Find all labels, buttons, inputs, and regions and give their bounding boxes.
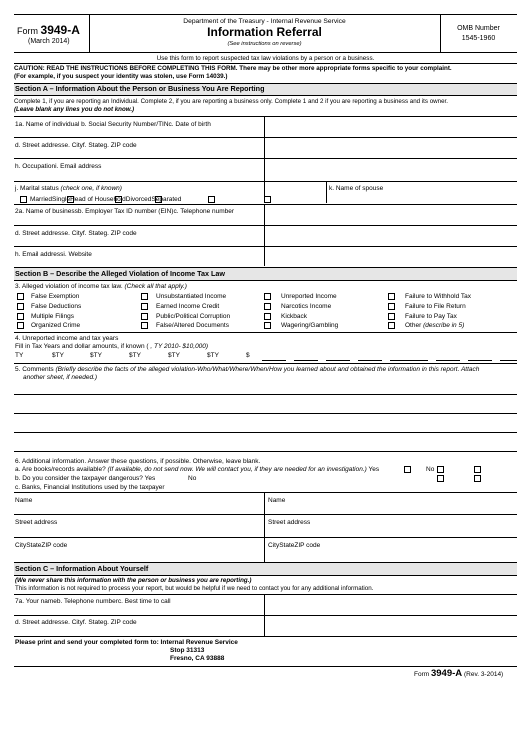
violation-false-deductions-checkbox[interactable] — [17, 303, 24, 310]
violation-wagering-label: Wagering/Gambling — [281, 322, 339, 329]
rule-q5-top — [14, 363, 517, 364]
violation-false-documents-checkbox[interactable] — [141, 322, 148, 329]
ty-label-1: TY — [15, 352, 24, 359]
rule-footer-top — [14, 636, 517, 637]
section-c-note: (We never share this information with the person or business you are reporting.) — [15, 577, 252, 584]
rule-q4-top — [14, 332, 517, 333]
section-b-head-bottom — [14, 280, 517, 281]
violation-failure-file-label: Failure to File Return — [405, 303, 466, 310]
violation-multiple-filings-checkbox[interactable] — [17, 313, 24, 320]
bank1-name-label: Name — [15, 497, 33, 504]
violation-false-exemption-checkbox[interactable] — [17, 293, 24, 300]
caution-line-2: (For example, if you suspect your identity was stolen, use Form 14039.) — [14, 73, 228, 80]
violation-unsubstantiated-income-checkbox[interactable] — [141, 293, 148, 300]
section-a-instructions-note: (Leave blank any lines you do not know.) — [14, 106, 135, 113]
form-title: Information Referral — [207, 25, 322, 39]
col-split-2 — [264, 204, 265, 266]
violation-failure-pay-checkbox[interactable] — [388, 313, 395, 320]
field-2a-label: 2a. Name of businessb. Employer Tax ID number (EIN)c. Telephone number — [15, 208, 235, 215]
violation-narcotics-income-label: Narcotics Income — [281, 303, 332, 310]
section-c-optional: This information is not required to process your report, but would be helpful if we need to contact you for any additional information. — [15, 585, 374, 592]
q6b-yes-checkbox[interactable] — [437, 475, 444, 482]
violation-unsubstantiated-income-label: Unsubstantiated Income — [156, 293, 227, 300]
ty-blank-4[interactable] — [358, 360, 382, 361]
title-subtitle: (See instructions on reverse) — [227, 41, 302, 47]
ty-label-6: $TY — [207, 352, 219, 359]
footer-send-label: Please print and send your completed form to: Internal Revenue Service — [15, 639, 238, 646]
field-2h-label: h. Email addressi. Website — [15, 251, 92, 258]
violation-failure-file-checkbox[interactable] — [388, 303, 395, 310]
violation-other-checkbox[interactable] — [388, 322, 395, 329]
col-split-banks — [264, 492, 265, 562]
ty-label-2: $TY — [52, 352, 64, 359]
violation-multiple-filings-label: Multiple Filings — [31, 313, 74, 320]
violation-narcotics-income-checkbox[interactable] — [264, 303, 271, 310]
marital-married-checkbox[interactable] — [20, 196, 27, 203]
field-1a-label: 1a. Name of individual b. Social Security Number/TINc. Date of birth — [15, 121, 211, 128]
intro-text: Use this form to report suspected tax law violations by a person or a business. — [156, 55, 375, 62]
bank2-name-label: Name — [268, 497, 286, 504]
section-b-heading: Section B – Describe the Alleged Violation of Income Tax Law — [14, 268, 517, 280]
q6b-no-label: No — [188, 475, 197, 482]
rule-1a-top — [14, 116, 517, 117]
q5-label: 5. Comments (Briefly describe the facts of the alleged violation-Who/What/Where/When/How you learned about and obtained the information in this report. Attach — [15, 366, 480, 373]
rule-2d-top — [14, 225, 517, 226]
q6b-no-checkbox[interactable] — [474, 475, 481, 482]
q4-fill-text: Fill in Tax Years and dollar amounts, if known ( , TY 2010- $10,000) — [15, 343, 209, 350]
comment-line-2[interactable] — [14, 413, 517, 414]
field-1h-label: h. Occupationi. Email address — [15, 163, 102, 170]
q5-note-2: another sheet, if needed.) — [23, 374, 98, 381]
ty-label-3: $TY — [90, 352, 102, 359]
q3-label: 3. Alleged violation of income tax law. (Check all that apply.) — [15, 283, 187, 290]
violation-other-label: Other (describe in 5) — [405, 322, 465, 329]
field-1k-label: k. Name of spouse — [329, 185, 384, 192]
ty-blank-3[interactable] — [326, 360, 350, 361]
comment-line-4[interactable] — [14, 451, 517, 452]
form-prefix: Form — [17, 26, 38, 36]
ty-label-7: $ — [246, 352, 250, 359]
footer-stop: Stop 31313 — [170, 647, 205, 654]
bank2-city-label: CityStateZIP code — [268, 542, 321, 549]
ty-blank-8[interactable] — [500, 360, 517, 361]
rule-bank-city — [14, 537, 517, 538]
section-a-head-bottom — [14, 95, 517, 96]
comment-line-1[interactable] — [14, 394, 517, 395]
violation-earned-income-credit-label: Earned Income Credit — [156, 303, 220, 310]
violation-unreported-income-label: Unreported Income — [281, 293, 337, 300]
q6b-label: b. Do you consider the taxpayer dangerous? Yes — [15, 475, 156, 482]
rule-2h-top — [14, 246, 517, 247]
section-c-head-bottom — [14, 575, 517, 576]
ty-blank-6[interactable] — [436, 360, 460, 361]
violation-wagering-checkbox[interactable] — [264, 322, 271, 329]
footer-city: Fresno, CA 93888 — [170, 655, 225, 662]
ty-blank-2[interactable] — [294, 360, 318, 361]
rule-1h-top — [14, 158, 517, 159]
ty-blank-5[interactable] — [390, 360, 428, 361]
section-a-top-rule — [14, 83, 517, 84]
ty-blank-7[interactable] — [468, 360, 492, 361]
rule-1j-top — [14, 181, 517, 182]
col-split-spouse — [326, 181, 327, 203]
violation-failure-pay-label: Failure to Pay Tax — [405, 313, 457, 320]
rule-1d-top — [14, 137, 517, 138]
ty-blank-1[interactable] — [262, 360, 286, 361]
form-number: 3949-A — [40, 23, 80, 37]
section-a-heading: Section A – Information About the Person or Business You Are Reporting — [14, 83, 517, 95]
intro-rule — [14, 63, 517, 64]
form-date: (March 2014) — [28, 38, 70, 45]
field-7d-label: d. Street addresse. Cityf. Stateg. ZIP code — [15, 619, 137, 626]
rule-7a-top — [14, 594, 517, 595]
field-7a-label: 7a. Your nameb. Telephone numberc. Best time to call — [15, 598, 171, 605]
marital-options-text: MarriedSingleHead of HouseholdDivorcedSeparated — [30, 196, 182, 203]
bank1-city-label: CityStateZIP code — [15, 542, 68, 549]
footer-form-id: Form 3949-A (Rev. 3-2014) — [414, 668, 504, 679]
col-split-1 — [264, 116, 265, 197]
omb-label: OMB Number — [457, 25, 500, 32]
rule-banks-top — [14, 492, 517, 493]
rule-bank-street — [14, 514, 517, 515]
footer-rule — [14, 666, 517, 667]
rule-2a-top — [14, 204, 517, 205]
q6a-label: a. Are books/records available? (If available, do not send now. We will contact you, if they are needed for an investigation.) Yes — [15, 466, 380, 473]
violation-earned-income-credit-checkbox[interactable] — [141, 303, 148, 310]
section-c-heading: Section C – Information About Yourself — [14, 563, 517, 575]
violation-organized-crime-label: Organized Crime — [31, 322, 81, 329]
violation-false-exemption-label: False Exemption — [31, 293, 80, 300]
section-a-instructions: Complete 1, if you are reporting an Individual. Complete 2, if you are reporting a business only. Complete 1 and 2 if you are reporting a business and its owner. — [14, 98, 448, 105]
field-1j-label: j. Marital status (check one, if known) — [15, 185, 122, 192]
header-divider-right — [440, 15, 441, 52]
q6-label: 6. Additional information. Answer these questions, if possible. Otherwise, leave blank. — [15, 458, 261, 465]
q6c-label: c. Banks, Financial Institutions used by the taxpayer — [15, 484, 165, 491]
marital-extra-checkbox[interactable] — [264, 196, 271, 203]
header-bottom-rule — [14, 52, 517, 53]
field-2d-label: d. Street addresse. Cityf. Stateg. ZIP code — [15, 230, 137, 237]
violation-unreported-income-checkbox[interactable] — [264, 293, 271, 300]
ty-label-5: $TY — [168, 352, 180, 359]
form-number-block — [17, 24, 80, 38]
field-1d-label: d. Street addresse. Cityf. Stateg. ZIP code — [15, 142, 137, 149]
marital-separated-checkbox[interactable] — [208, 196, 215, 203]
violation-public-corruption-label: Public/Political Corruption — [156, 313, 231, 320]
caution-line-1: CAUTION: READ THE INSTRUCTIONS BEFORE COMPLETING THIS FORM. There may be other more appropriate forms specific to your complaint. — [14, 65, 452, 72]
q6a-extra-checkbox[interactable] — [474, 466, 481, 473]
violation-kickback-label: Kickback — [281, 313, 308, 320]
q6a-no-label: No — [426, 466, 435, 473]
bank1-street-label: Street address — [15, 519, 58, 526]
department: Department of the Treasury - Internal Revenue Service — [183, 18, 346, 25]
q6a-no-checkbox[interactable] — [437, 466, 444, 473]
violation-organized-crime-checkbox[interactable] — [17, 322, 24, 329]
rule-7d-top — [14, 615, 517, 616]
q4-label: 4. Unreported income and tax years — [15, 335, 119, 342]
q6a-yes-checkbox[interactable] — [404, 466, 411, 473]
violation-public-corruption-checkbox[interactable] — [141, 313, 148, 320]
bank2-street-label: Street address — [268, 519, 311, 526]
comment-line-3[interactable] — [14, 432, 517, 433]
violation-false-deductions-label: False Deductions — [31, 303, 82, 310]
violation-failure-withhold-label: Failure to Withhold Tax — [405, 293, 471, 300]
violation-kickback-checkbox[interactable] — [264, 313, 271, 320]
omb-number: 1545-1960 — [461, 35, 496, 42]
violation-false-documents-label: False/Altered Documents — [156, 322, 229, 329]
ty-label-4: $TY — [129, 352, 141, 359]
violation-failure-withhold-checkbox[interactable] — [388, 293, 395, 300]
